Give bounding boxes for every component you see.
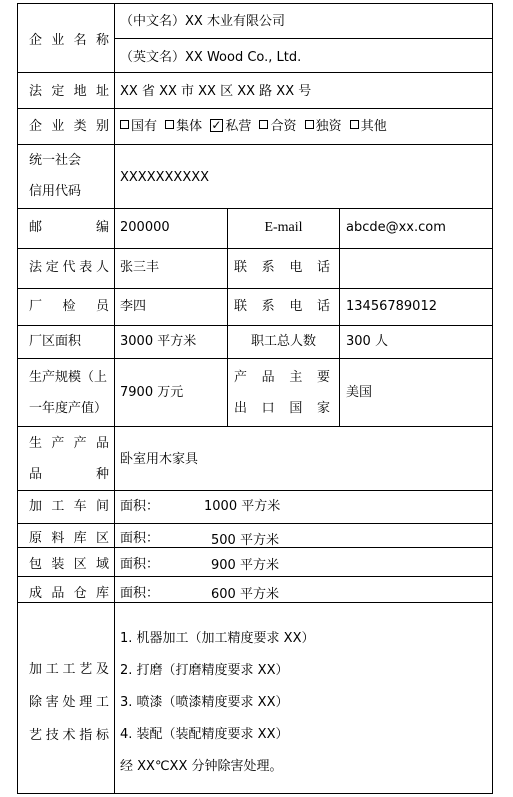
email-value: abcde@xx.com — [346, 220, 446, 235]
row-divider — [17, 523, 493, 524]
product-label-line1: 生产产品 — [29, 436, 109, 451]
address-label: 法定地址 — [29, 84, 109, 99]
email-label: E-mail — [264, 220, 303, 235]
column-divider — [339, 208, 340, 426]
checkbox-icon — [305, 120, 314, 129]
process-step: 2. 打磨（打磨精度要求 XX） — [120, 663, 289, 678]
scale-label-line2: 一年度产值） — [29, 401, 108, 416]
type-option-private[interactable]: ✓ 私营 — [210, 119, 251, 134]
credit-code-value: XXXXXXXXXX — [120, 170, 210, 185]
type-option-sole[interactable]: 独资 — [305, 119, 342, 134]
area-label: 厂区面积 — [29, 334, 82, 349]
row-divider — [17, 108, 493, 109]
area-row-label: 成品仓库 — [29, 586, 109, 601]
area-row-value: 500 平方米 — [211, 533, 279, 548]
row-divider — [114, 38, 493, 39]
postcode-value: 200000 — [120, 220, 170, 235]
row-divider — [17, 576, 493, 577]
area-row-label: 原料库区 — [29, 531, 109, 546]
row-divider — [17, 490, 493, 491]
row-divider — [17, 288, 493, 289]
process-step: 1. 机器加工（加工精度要求 XX） — [120, 631, 315, 646]
product-value: 卧室用木家具 — [120, 452, 199, 467]
product-label-line2: 品种 — [29, 467, 109, 482]
type-option-collective[interactable]: 集体 — [165, 119, 202, 134]
type-option-other[interactable]: 其他 — [350, 119, 387, 134]
area-row-label: 加工车间 — [29, 499, 109, 514]
area-row-value: 600 平方米 — [211, 587, 279, 602]
checkbox-icon — [165, 120, 174, 129]
area-row-value: 900 平方米 — [211, 558, 279, 573]
scale-label-line1: 生产规模（上 — [29, 370, 108, 385]
process-label-line3: 艺技术指标 — [29, 728, 109, 743]
area-value: 3000 平方米 — [120, 334, 197, 349]
legal-rep-label: 法定代表人 — [29, 260, 109, 275]
inspector-phone-label: 联系电话 — [234, 299, 330, 314]
company-name-label: 企业名称 — [29, 33, 109, 48]
table-border-top — [17, 3, 493, 4]
row-divider — [17, 72, 493, 73]
area-row-value: 1000 平方米 — [204, 499, 281, 514]
company-name-cn: （中文名）XX 木业有限公司 — [120, 14, 285, 29]
export-value: 美国 — [346, 385, 373, 400]
row-divider — [17, 426, 493, 427]
type-option-state[interactable]: 国有 — [120, 119, 157, 134]
process-step: 4. 装配（装配精度要求 XX） — [120, 727, 289, 742]
area-row-prefix: 面积： — [120, 557, 160, 572]
scale-value: 7900 万元 — [120, 385, 184, 400]
legal-rep-value: 张三丰 — [120, 260, 160, 275]
checkbox-checked-icon — [210, 119, 223, 132]
checkbox-icon — [350, 120, 359, 129]
credit-label-line2: 信用代码 — [29, 184, 82, 199]
process-step: 3. 喷漆（喷漆精度要求 XX） — [120, 695, 289, 710]
row-divider — [17, 144, 493, 145]
process-label-line1: 加工工艺及 — [29, 662, 109, 677]
row-divider — [17, 208, 493, 209]
inspector-value: 李四 — [120, 299, 147, 314]
table-border-bottom — [17, 793, 493, 794]
staff-value: 300 人 — [346, 334, 388, 349]
process-label-line2: 除害处理工 — [29, 695, 109, 710]
row-divider — [17, 358, 493, 359]
checkbox-icon — [259, 120, 268, 129]
area-row-prefix: 面积： — [120, 531, 160, 546]
type-option-jv[interactable]: 合资 — [259, 119, 296, 134]
row-divider — [17, 248, 493, 249]
export-label-line2: 出口国家 — [234, 401, 330, 416]
row-divider — [17, 325, 493, 326]
address-value: XX 省 XX 市 XX 区 XX 路 XX 号 — [120, 84, 312, 99]
area-row-label: 包装区域 — [29, 557, 109, 572]
export-label-line1: 产品主要 — [234, 370, 330, 385]
inspector-label: 厂检员 — [29, 299, 109, 314]
column-divider — [227, 208, 228, 426]
table-border-right — [492, 3, 493, 794]
area-row-prefix: 面积： — [120, 499, 160, 514]
table-border-left — [17, 3, 18, 794]
legal-rep-phone-label: 联系电话 — [234, 260, 330, 275]
inspector-phone-value: 13456789012 — [346, 299, 437, 314]
type-label: 企业类别 — [29, 119, 109, 134]
staff-label: 职工总人数 — [250, 334, 316, 349]
area-row-prefix: 面积： — [120, 586, 160, 601]
column-divider — [114, 3, 115, 794]
postcode-label: 邮编 — [29, 220, 109, 235]
process-step: 经 XX℃XX 分钟除害处理。 — [120, 759, 283, 774]
credit-label-line1: 统一社会 — [29, 153, 82, 168]
company-name-en: （英文名）XX Wood Co., Ltd. — [120, 50, 302, 65]
checkbox-icon — [120, 120, 129, 129]
type-options — [120, 119, 391, 135]
